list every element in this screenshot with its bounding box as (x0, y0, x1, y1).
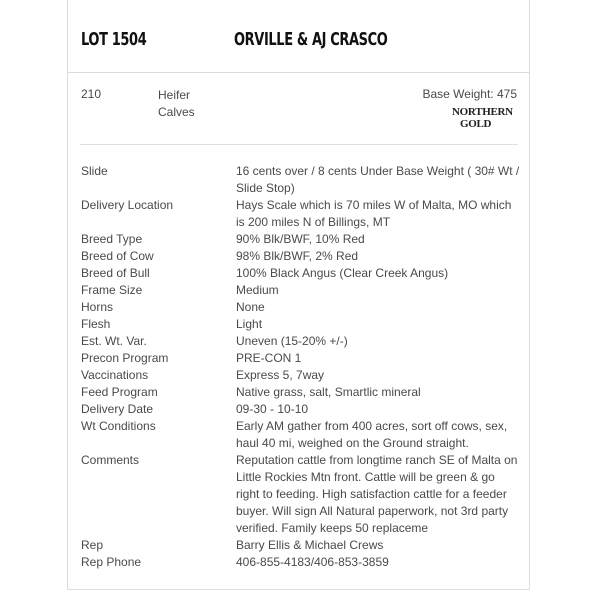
detail-row (81, 384, 521, 401)
detail-label: Breed Type (81, 232, 143, 246)
detail-row (81, 299, 521, 316)
detail-value: 406-855-4183/406-853-3859 (236, 555, 389, 569)
detail-value: Early AM gather from 400 acres, sort off cows, sex, haul 40 mi, weighed on the Ground straight. (236, 419, 508, 450)
detail-value: PRE-CON 1 (236, 351, 302, 365)
detail-row (81, 265, 521, 282)
logo-line1: NORTHERN (452, 106, 513, 118)
divider (80, 144, 518, 145)
detail-value: 100% Black Angus (Clear Creek Angus) (236, 266, 449, 280)
logo-line2: GOLD (460, 118, 492, 129)
lot-header (68, 0, 529, 73)
detail-row (81, 401, 521, 418)
detail-label: Delivery Date (81, 402, 154, 416)
detail-value: 98% Blk/BWF, 2% Red (236, 249, 359, 263)
detail-row (81, 452, 521, 537)
detail-label: Vaccinations (81, 368, 149, 382)
lot-number: LOT 1504 (81, 29, 147, 50)
detail-value: Medium (236, 283, 279, 297)
detail-value: Native grass, salt, Smartlic mineral (236, 385, 421, 399)
detail-value: 09-30 - 10-10 (236, 402, 309, 416)
detail-row (81, 554, 521, 571)
lot-summary (68, 72, 529, 147)
detail-row (81, 350, 521, 367)
detail-value: Reputation cattle from longtime ranch SE of Malta on Little Rockies Mtn front. Cattle will be green & go right to feeding. High satisfaction cattle for a feeder buyer. Will sign All Natural paperwork, not 3rd party verified. Family keeps 50 replaceme (236, 453, 518, 535)
detail-row (81, 316, 521, 333)
detail-label: Est. Wt. Var. (81, 334, 147, 348)
detail-label: Rep (81, 538, 104, 552)
details-table (81, 163, 521, 571)
detail-label: Slide (81, 164, 108, 178)
northern-gold-logo (451, 104, 517, 129)
detail-value: Uneven (15-20% +/-) (236, 334, 348, 348)
detail-label: Delivery Location (81, 198, 174, 212)
detail-row (81, 367, 521, 384)
detail-row (81, 197, 521, 231)
detail-label: Breed of Cow (81, 249, 154, 263)
detail-value: Barry Ellis & Michael Crews (236, 538, 384, 552)
detail-row (81, 248, 521, 265)
detail-row (81, 537, 521, 554)
detail-row (81, 231, 521, 248)
lot-card (67, 0, 530, 590)
detail-label: Precon Program (81, 351, 169, 365)
consignor-name: ORVILLE & AJ CRASCO (234, 29, 388, 50)
detail-row (81, 333, 521, 350)
detail-label: Comments (81, 453, 140, 467)
cattle-type: Heifer Calves (158, 88, 195, 119)
detail-label: Frame Size (81, 283, 143, 297)
detail-label: Feed Program (81, 385, 158, 399)
head-count: 210 (81, 87, 102, 101)
detail-value: Express 5, 7way (236, 368, 325, 382)
detail-value: 90% Blk/BWF, 10% Red (236, 232, 365, 246)
base-weight: Base Weight: 475 (422, 87, 517, 101)
detail-row (81, 163, 521, 197)
detail-value: None (236, 300, 265, 314)
detail-row (81, 418, 521, 452)
detail-value: 16 cents over / 8 cents Under Base Weight ( 30# Wt / Slide Stop) (236, 164, 520, 195)
detail-label: Wt Conditions (81, 419, 156, 433)
detail-value: Light (236, 317, 263, 331)
detail-label: Rep Phone (81, 555, 142, 569)
detail-value: Hays Scale which is 70 miles W of Malta, MO which is 200 miles N of Billings, MT (236, 198, 512, 229)
detail-label: Horns (81, 300, 114, 314)
detail-label: Breed of Bull (81, 266, 150, 280)
detail-label: Flesh (81, 317, 111, 331)
detail-row (81, 282, 521, 299)
